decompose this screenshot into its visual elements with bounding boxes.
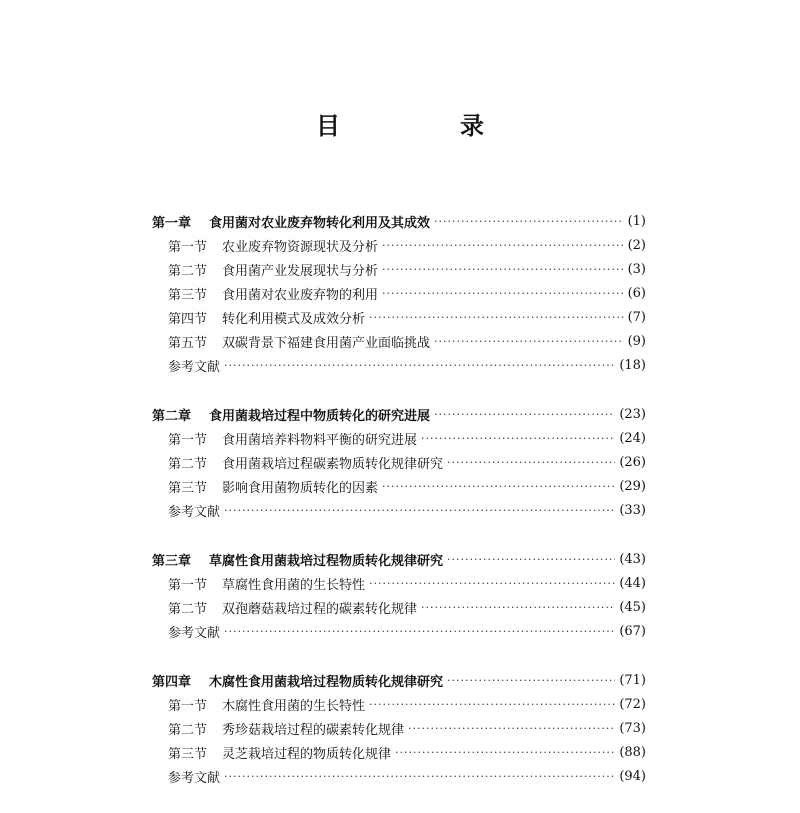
section-title: 参考文献 <box>168 504 221 520</box>
section-page-number: (24) <box>619 430 646 446</box>
section-page-number: (72) <box>619 696 646 712</box>
section-page-number: (44) <box>619 575 646 591</box>
references-entry[interactable] <box>152 619 646 643</box>
dot-leader <box>408 722 615 735</box>
chapter-page-number: (1) <box>627 213 646 229</box>
dot-leader <box>421 432 615 445</box>
section-page-number: (6) <box>627 285 646 301</box>
section-number: 第一节 <box>168 577 208 593</box>
section-entry[interactable] <box>152 257 646 281</box>
dot-leader <box>224 625 615 638</box>
references-entry[interactable] <box>152 764 646 788</box>
section-number: 第一节 <box>168 239 208 255</box>
section-title: 食用菌对农业废弃物的利用 <box>222 287 379 303</box>
chapter-block <box>152 547 646 643</box>
dot-leader <box>447 553 615 566</box>
section-page-number: (3) <box>627 261 646 277</box>
chapter-number: 第四章 <box>152 674 192 690</box>
section-number: 第二节 <box>168 722 208 738</box>
section-title: 秀珍菇栽培过程的碳素转化规律 <box>222 722 405 738</box>
section-entry[interactable] <box>152 281 646 305</box>
chapter-title: 食用菌栽培过程中物质转化的研究进展 <box>209 408 431 424</box>
section-entry[interactable] <box>152 716 646 740</box>
references-entry[interactable] <box>152 498 646 522</box>
section-page-number: (33) <box>619 502 646 518</box>
page-title: 目 录 <box>316 111 532 140</box>
section-title: 参考文献 <box>168 359 221 375</box>
section-page-number: (18) <box>619 357 646 373</box>
table-of-contents <box>152 209 646 813</box>
section-page-number: (73) <box>619 720 646 736</box>
chapter-page-number: (23) <box>619 406 646 422</box>
section-page-number: (9) <box>627 333 646 349</box>
section-title: 参考文献 <box>168 625 221 641</box>
section-entry[interactable] <box>152 595 646 619</box>
section-entry[interactable] <box>152 305 646 329</box>
section-number: 第五节 <box>168 335 208 351</box>
dot-leader <box>434 335 624 348</box>
section-page-number: (2) <box>627 237 646 253</box>
section-number: 第三节 <box>168 287 208 303</box>
section-title: 影响食用菌物质转化的因素 <box>222 480 379 496</box>
references-entry[interactable] <box>152 353 646 377</box>
dot-leader <box>395 746 615 759</box>
section-title: 食用菌栽培过程碳素物质转化规律研究 <box>222 456 444 472</box>
chapter-title: 草腐性食用菌栽培过程物质转化规律研究 <box>209 553 444 569</box>
chapter-block <box>152 209 646 377</box>
section-page-number: (67) <box>619 623 646 639</box>
dot-leader <box>369 698 615 711</box>
section-page-number: (29) <box>619 478 646 494</box>
section-entry[interactable] <box>152 740 646 764</box>
section-entry[interactable] <box>152 571 646 595</box>
dot-leader <box>434 408 615 421</box>
dot-leader <box>224 359 615 372</box>
section-entry[interactable] <box>152 692 646 716</box>
dot-leader <box>369 311 624 324</box>
section-title: 参考文献 <box>168 770 221 786</box>
section-entry[interactable] <box>152 233 646 257</box>
dot-leader <box>224 770 615 783</box>
dot-leader <box>382 263 624 276</box>
dot-leader <box>224 504 615 517</box>
chapter-title: 木腐性食用菌栽培过程物质转化规律研究 <box>209 674 444 690</box>
section-number: 第二节 <box>168 263 208 279</box>
section-number: 第四节 <box>168 311 208 327</box>
chapter-number: 第一章 <box>152 215 192 231</box>
dot-leader <box>382 239 624 252</box>
section-entry[interactable] <box>152 450 646 474</box>
section-title: 草腐性食用菌的生长特性 <box>222 577 366 593</box>
chapter-entry[interactable] <box>152 668 646 692</box>
chapter-number: 第三章 <box>152 553 192 569</box>
dot-leader <box>421 601 615 614</box>
section-title: 转化利用模式及成效分析 <box>222 311 366 327</box>
section-title: 木腐性食用菌的生长特性 <box>222 698 366 714</box>
section-page-number: (94) <box>619 768 646 784</box>
section-page-number: (26) <box>619 454 646 470</box>
section-page-number: (45) <box>619 599 646 615</box>
chapter-number: 第二章 <box>152 408 192 424</box>
section-page-number: (7) <box>627 309 646 325</box>
section-title: 灵芝栽培过程的物质转化规律 <box>222 746 392 762</box>
chapter-entry[interactable] <box>152 209 646 233</box>
section-entry[interactable] <box>152 426 646 450</box>
section-number: 第一节 <box>168 432 208 448</box>
chapter-page-number: (43) <box>619 551 646 567</box>
dot-leader <box>382 287 624 300</box>
section-entry[interactable] <box>152 474 646 498</box>
chapter-entry[interactable] <box>152 402 646 426</box>
chapter-block <box>152 668 646 788</box>
section-number: 第三节 <box>168 480 208 496</box>
chapter-block <box>152 402 646 522</box>
section-page-number: (88) <box>619 744 646 760</box>
dot-leader <box>447 456 615 469</box>
chapter-page-number: (71) <box>619 672 646 688</box>
section-number: 第一节 <box>168 698 208 714</box>
section-title: 双孢蘑菇栽培过程的碳素转化规律 <box>222 601 418 617</box>
section-number: 第二节 <box>168 601 208 617</box>
dot-leader <box>434 215 624 228</box>
section-title: 农业废弃物资源现状及分析 <box>222 239 379 255</box>
section-number: 第二节 <box>168 456 208 472</box>
chapter-title: 食用菌对农业废弃物转化利用及其成效 <box>209 215 431 231</box>
chapter-entry[interactable] <box>152 547 646 571</box>
section-entry[interactable] <box>152 329 646 353</box>
dot-leader <box>447 674 615 687</box>
section-number: 第三节 <box>168 746 208 762</box>
section-title: 食用菌培养料物料平衡的研究进展 <box>222 432 418 448</box>
dot-leader <box>369 577 615 590</box>
section-title: 食用菌产业发展现状与分析 <box>222 263 379 279</box>
dot-leader <box>382 480 615 493</box>
section-title: 双碳背景下福建食用菌产业面临挑战 <box>222 335 431 351</box>
